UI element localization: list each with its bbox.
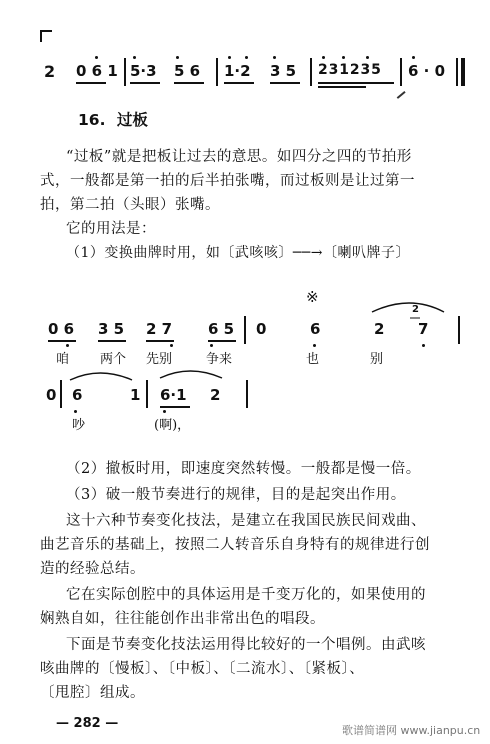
section-number: 16. [78, 111, 106, 129]
lyric: (啊)， [154, 418, 191, 433]
lyric: 两个 [100, 352, 127, 367]
paragraph-line: 拍，第二拍（头眼）张嘴。 [40, 197, 220, 213]
score-mark: 2 [44, 62, 56, 81]
paragraph-line: 娴熟自如，往往能创作出非常出色的唱段。 [40, 611, 325, 627]
lyric: 先别 [146, 352, 173, 367]
paragraph-line: “过板”就是把板让过去的意思。如四分之四的节拍形 [66, 149, 412, 165]
lyric: 吵 [72, 418, 86, 433]
segno-sign: ※ [306, 288, 319, 306]
note-group: 0 6 [48, 320, 75, 338]
note-group: 2 3 1 2 3 5 [318, 62, 379, 78]
note: 0 [46, 386, 57, 404]
note-group: 3 5 [270, 62, 297, 80]
note: 6 [310, 320, 321, 338]
note: 0 [256, 320, 267, 338]
lyric: 也 [306, 352, 320, 367]
lyric: 咱 [56, 352, 70, 367]
note: 6 [72, 386, 83, 404]
note-group: 6·1 [160, 386, 187, 404]
paragraph-line: 〔甩腔〕组成。 [40, 685, 145, 701]
note-group: 2 7 [146, 320, 173, 338]
paragraph-line: 它在实际创腔中的具体运用是千变万化的，如果使用的 [66, 587, 426, 603]
note-group: 6 5 [208, 320, 235, 338]
note-group: 5·3 [130, 62, 157, 80]
paragraph-line: 曲艺音乐的基础上，按照二人转音乐自身特有的规律进行创 [40, 537, 430, 553]
note-group: 6 · 0 [408, 62, 446, 80]
paragraph-line: （2）撤板时用，即速度突然转慢。一般都是慢一倍。 [66, 461, 421, 477]
note-group: 0 6 1 [76, 62, 118, 80]
paragraph-line: 下面是节奏变化技法运用得比较好的一个唱例。由武咳 [66, 637, 426, 653]
paragraph-line: 这十六种节奏变化技法，是建立在我国民族民间戏曲、 [66, 513, 426, 529]
paragraph-line: （3）破一般节奏进行的规律，目的是起突出作用。 [66, 487, 406, 503]
lyric: 别 [370, 352, 384, 367]
paragraph-line: （1）变换曲牌时用，如〔武咳咳〕──→〔喇叭牌子〕 [66, 245, 410, 261]
paragraph-line: 它的用法是： [66, 221, 156, 237]
note-group: 3 5 [98, 320, 125, 338]
grace-note: 2 [412, 304, 419, 315]
page-number: — 282 — [56, 716, 119, 731]
note: 7 [418, 320, 429, 338]
note: 1 [130, 386, 141, 404]
note-group: 5 6 [174, 62, 201, 80]
note-group: 1·2 [224, 62, 251, 80]
watermark: 歌谱简谱网 www.jianpu.cn [342, 724, 481, 737]
paragraph-line: 咳曲牌的〔慢板〕、〔中板〕、〔二流水〕、〔紧板〕、 [40, 661, 365, 677]
note: 2 [210, 386, 221, 404]
paragraph-line: 式，一般都是第一拍的后半拍张嘴，而过板则是让过第一 [40, 173, 415, 189]
paragraph-line: 造的经验总结。 [40, 561, 145, 577]
note: 2 [374, 320, 385, 338]
lyric: 争来 [206, 352, 233, 367]
section-title: 过板 [116, 110, 148, 129]
